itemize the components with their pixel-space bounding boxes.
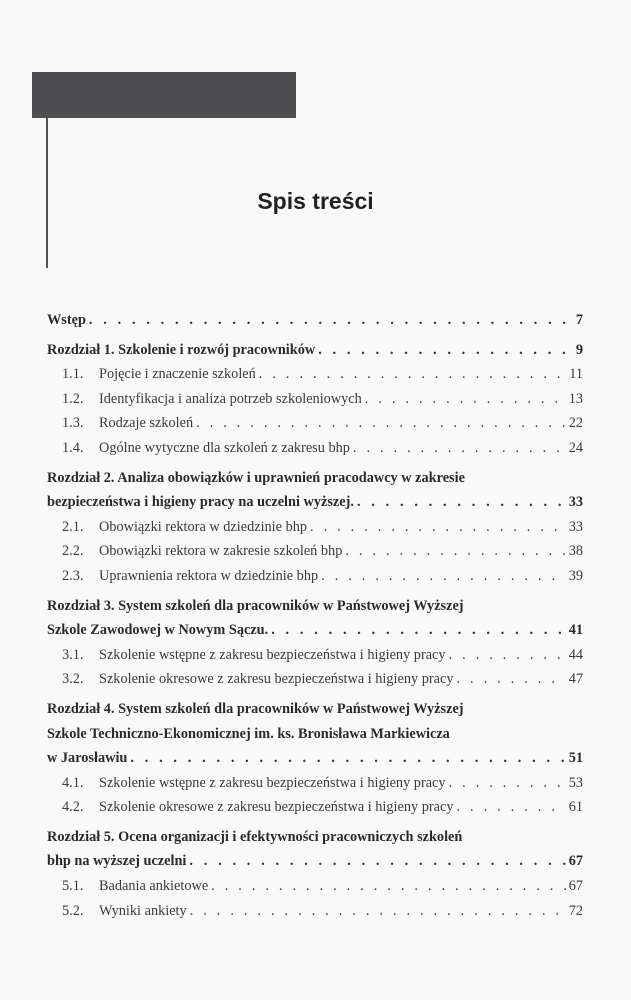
toc-chapter-line [47,849,583,874]
toc-chapter-title: Rozdział 1. Szkolenie i rozwój pracowników [47,341,316,358]
toc-section [47,899,583,924]
toc-section [47,411,583,436]
toc-section-number: 1.1. [62,366,84,383]
toc-section-number: 3.2. [62,671,84,688]
dot-leader [365,387,566,412]
toc-chapter-title: bezpieczeństwa i higieny pracy na uczelni wyższej. [47,494,354,511]
dot-leader [271,618,566,643]
toc-page-number: 24 [568,439,583,456]
toc-chapter-line [47,594,583,619]
toc-chapter [47,338,583,363]
toc-page-number: 47 [568,671,583,688]
toc-chapter-line [47,308,583,333]
toc-page-number: 67 [568,853,583,870]
toc-section-number: 2.2. [62,543,84,560]
toc-section-number: 3.1. [62,646,84,663]
dot-leader [318,338,573,363]
toc-section [47,667,583,692]
toc-section [47,564,583,589]
toc-section-title: Badania ankietowe [99,878,209,895]
toc-page-number: 67 [568,878,583,895]
toc-page-number: 39 [568,567,583,584]
toc-section [47,795,583,820]
toc-page-number: 38 [568,543,583,560]
toc-page-number: 72 [568,902,583,919]
toc-chapter-line [47,618,583,643]
dot-leader [449,771,566,796]
toc-section [47,539,583,564]
toc-section [47,362,583,387]
toc-section-number: 1.2. [62,390,84,407]
toc-chapter-line [47,746,583,771]
dot-leader [190,899,566,924]
toc-chapter-line [47,722,583,747]
dot-leader [196,411,566,436]
toc-section-number: 4.1. [62,774,84,791]
toc-page-number: 51 [568,750,583,767]
toc-chapter-line [47,825,583,850]
toc-section-number: 4.2. [62,799,84,816]
toc-page-number: 44 [568,646,583,663]
toc-section-number: 2.1. [62,518,84,535]
toc-chapter-line [47,466,583,491]
toc-section [47,643,583,668]
toc-section-title: Ogólne wytyczne dla szkoleń z zakresu bhp [99,439,350,456]
dot-leader [89,308,573,333]
toc-chapter-title: Rozdział 3. System szkoleń dla pracowników w Państwowej Wyższej [47,597,464,614]
toc-chapter-title: Wstęp [47,312,86,328]
toc-page-number: 33 [568,494,583,511]
dot-leader [345,539,565,564]
toc-section-title: Identyfikacja i analiza potrzeb szkoleniowych [99,390,362,407]
toc-chapter [47,697,583,771]
header-decorative-bar [32,72,296,118]
toc-chapter-title: bhp na wyższej uczelni [47,853,187,870]
toc-section-title: Rodzaje szkoleń [99,415,194,432]
dot-leader [310,515,566,540]
toc-chapter-title: Szkole Zawodowej w Nowym Sączu. [47,622,269,639]
toc-chapter-line [47,338,583,363]
toc-page-number: 61 [568,799,583,816]
toc-section [47,515,583,540]
toc-section-title: Wyniki ankiety [99,902,187,919]
toc-section-number: 5.1. [62,878,84,895]
toc-section [47,436,583,461]
toc-section-number: 5.2. [62,902,84,919]
toc-page-number: 7 [575,312,583,328]
toc-page-number: 13 [568,390,583,407]
dot-leader [259,362,566,387]
toc-section [47,874,583,899]
toc-chapter-title: Rozdział 2. Analiza obowiązków i uprawnień pracodawcy w zakresie [47,469,465,486]
toc-section-number: 1.4. [62,439,84,456]
dot-leader [321,564,566,589]
toc-section-title: Szkolenie okresowe z zakresu bezpieczeństwa i higieny pracy [99,799,454,816]
toc-section [47,387,583,412]
toc-chapter-title: w Jarosławiu [47,750,128,767]
toc-section-title: Obowiązki rektora w dziedzinie bhp [99,518,308,535]
toc-section [47,771,583,796]
toc-page-number: 33 [568,518,583,535]
toc-chapter [47,594,583,643]
toc-section-number: 2.3. [62,567,84,584]
dot-leader [449,643,566,668]
dot-leader [211,874,566,899]
toc-chapter-line [47,697,583,722]
toc-chapter [47,308,583,333]
toc-chapter-title: Rozdział 4. System szkoleń dla pracowników w Państwowej Wyższej [47,700,464,717]
toc-page-number: 22 [568,415,583,432]
toc-section-number: 1.3. [62,415,84,432]
toc-chapter [47,466,583,515]
toc-section-title: Obowiązki rektora w zakresie szkoleń bhp [99,543,343,560]
page-title: Spis treści [257,188,374,214]
toc-page-number: 53 [568,774,583,791]
toc-chapter [47,825,583,874]
toc-section-title: Szkolenie okresowe z zakresu bezpieczeństwa i higieny pracy [99,671,454,688]
toc-page-number: 9 [575,341,583,358]
dot-leader [457,795,566,820]
toc-chapter-title: Szkole Techniczno-Ekonomicznej im. ks. Bronisława Markiewicza [47,725,450,742]
dot-leader [457,667,566,692]
toc-chapter-title: Rozdział 5. Ocena organizacji i efektywności pracowniczych szkoleń [47,828,463,845]
toc-section-title: Szkolenie wstępne z zakresu bezpieczeństwa i higieny pracy [99,646,446,663]
toc-section-title: Uprawnienia rektora w dziedzinie bhp [99,567,319,584]
toc-chapter-line [47,490,583,515]
toc-section-title: Szkolenie wstępne z zakresu bezpieczeństwa i higieny pracy [99,774,446,791]
dot-leader [130,746,565,771]
toc-section-title: Pojęcie i znaczenie szkoleń [99,366,256,383]
toc-page-number: 41 [568,622,583,639]
dot-leader [189,849,565,874]
dot-leader [357,490,566,515]
toc-page-number: 11 [569,366,583,383]
table-of-contents [47,308,583,923]
dot-leader [353,436,566,461]
